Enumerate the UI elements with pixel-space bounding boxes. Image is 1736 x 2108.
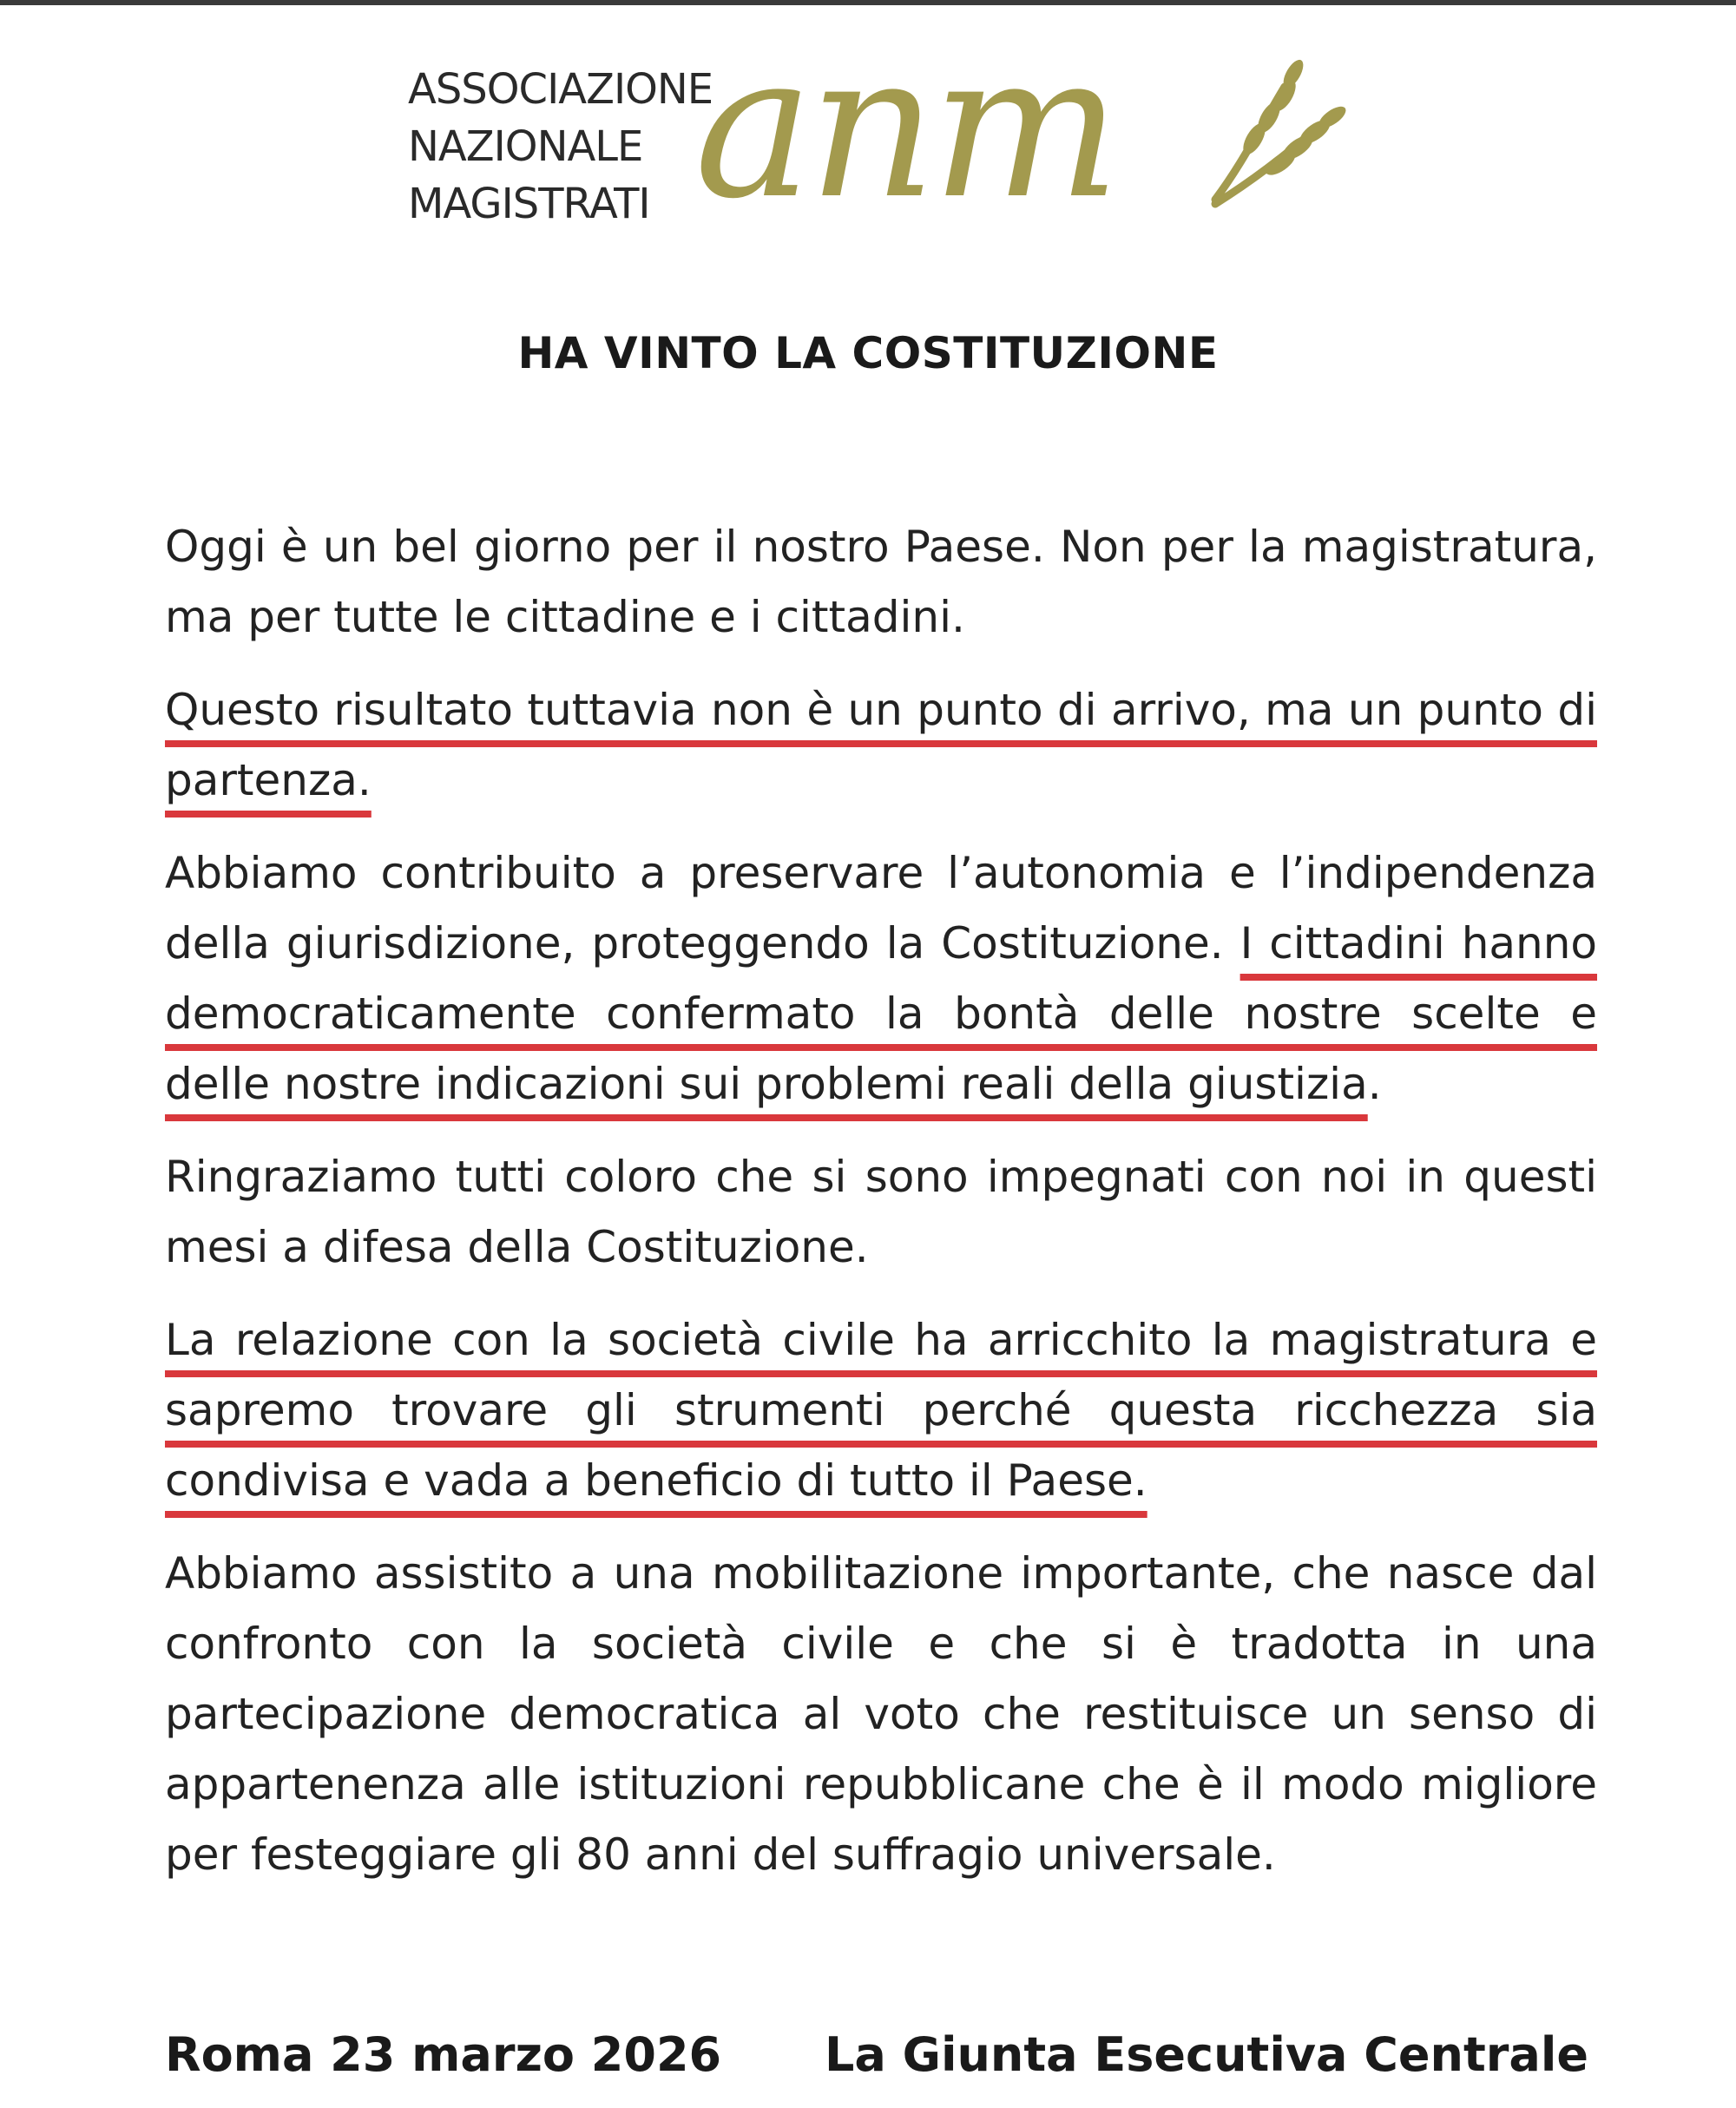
highlighted-text: La relazione con la società civile ha arricchito la magistratura e sapremo trovare gli strumenti perché questa ricchezza sia condivisa e vada a beneficio di tutto il Paese. — [165, 1315, 1597, 1506]
highlighted-text: I cittadini hanno democraticamente confermato la bontà delle nostre scelte e delle nostre indicazioni sui problemi reali della giustizia — [165, 918, 1597, 1109]
paragraph-text: Ringraziamo tutti coloro che si sono impegnati con noi in questi mesi a difesa della Costituzione. — [165, 1152, 1597, 1272]
association-line-1: ASSOCIAZIONE — [408, 65, 713, 114]
association-line-2: NAZIONALE — [408, 122, 643, 171]
association-line-3: MAGISTRATI — [408, 180, 650, 228]
wheat-ears-icon — [1215, 56, 1349, 204]
association-name — [408, 61, 713, 233]
paragraph — [165, 1539, 1597, 1890]
paragraph — [165, 1142, 1597, 1283]
paragraph — [165, 675, 1597, 816]
paragraph — [165, 512, 1597, 653]
anm-logo — [686, 35, 1380, 234]
signature: La Giunta Esecutiva Centrale — [824, 2027, 1588, 2082]
paragraph-text: Oggi è un bel giorno per il nostro Paese. Non per la magistratura, ma per tutte le cittadine e i cittadini. — [165, 522, 1597, 642]
top-border — [0, 0, 1736, 5]
document-body — [165, 512, 1597, 1913]
paragraph-text: Abbiamo assistito a una mobilitazione importante, che nasce dal confronto con la società civile e che si è tradotta in una partecipazione democratica al voto che restituisce un senso di appartenenza alle istituzioni repubblicane che è il modo migliore per festeggiare gli 80 anni del suffragio universale. — [165, 1548, 1597, 1880]
place-date: Roma 23 marzo 2026 — [165, 2027, 722, 2082]
paragraph-text: . — [1367, 1059, 1382, 1109]
document-title: HA VINTO LA COSTITUZIONE — [517, 328, 1219, 378]
highlighted-text: Questo risultato tuttavia non è un punto di arrivo, ma un punto di partenza. — [165, 685, 1597, 805]
paragraph-text: Abbiamo contribuito a preservare l’autonomia e l’indipendenza della giurisdizione, proteggendo la Costituzione. — [165, 848, 1597, 969]
anm-logo-mark: anm — [694, 35, 1116, 234]
paragraph — [165, 838, 1597, 1120]
paragraph — [165, 1305, 1597, 1516]
